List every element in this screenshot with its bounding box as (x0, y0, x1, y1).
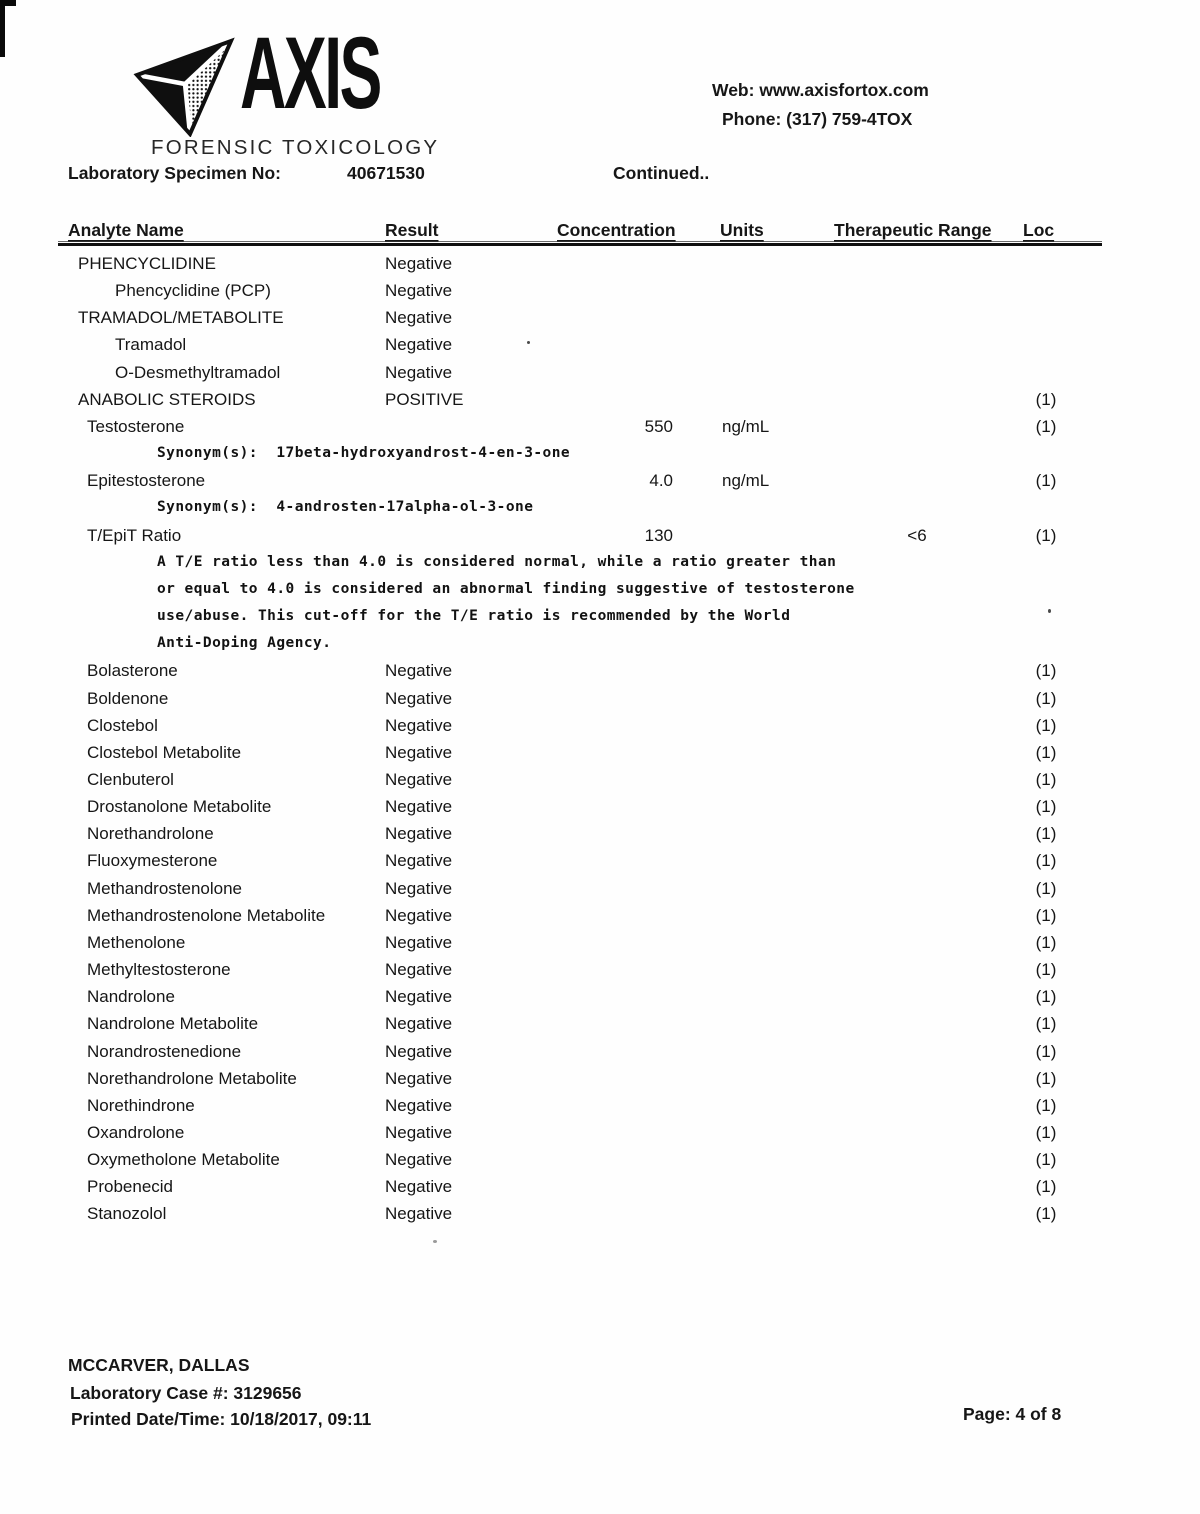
table-row (68, 522, 1108, 549)
analyte-name: Oxymetholone Metabolite (87, 1150, 280, 1170)
analyte-name: Phencyclidine (PCP) (115, 281, 271, 301)
table-row (68, 685, 1108, 712)
column-header-loc: Loc (1023, 220, 1055, 240)
analyte-name: Stanozolol (87, 1204, 167, 1224)
result-value: Negative (385, 1068, 453, 1088)
therapeutic-range-value: <6 (907, 525, 927, 545)
loc-value: (1) (1035, 905, 1057, 925)
specimen-label: Laboratory Specimen No: (68, 163, 281, 183)
table-row (68, 1173, 1108, 1200)
column-header-concentration: Concentration (557, 220, 676, 240)
loc-value: (1) (1035, 688, 1057, 708)
result-value: Negative (385, 715, 453, 735)
analyte-name: PHENCYCLIDINE (78, 254, 216, 273)
synonym-row (68, 494, 1108, 521)
result-value: Negative (385, 742, 453, 762)
analyte-name: Bolasterone (87, 661, 178, 681)
note-row (68, 549, 1108, 576)
analyte-name: Norethandrolone Metabolite (87, 1068, 297, 1088)
synonym-text: Synonym(s): 4-androsten-17alpha-ol-3-one (157, 499, 534, 516)
analyte-name: Epitestosterone (87, 471, 206, 491)
table-row (68, 331, 1108, 358)
synonym-text: Synonym(s): 17beta-hydroxyandrost-4-en-3-one (157, 445, 571, 462)
table-row (68, 820, 1108, 847)
table-row (68, 277, 1108, 304)
result-value: Negative (385, 362, 453, 382)
loc-value: (1) (1035, 1204, 1057, 1224)
result-value: Negative (385, 878, 453, 898)
analyte-name: Methandrostenolone (87, 878, 243, 898)
table-row (68, 847, 1108, 874)
loc-value: (1) (1035, 1068, 1057, 1088)
table-row (68, 956, 1108, 983)
loc-value: (1) (1035, 1014, 1057, 1034)
analyte-name: Norethandrolone (87, 824, 214, 844)
phone-text: Phone: (317) 759-4TOX (722, 109, 913, 129)
result-value: Negative (385, 1014, 453, 1034)
header-rule-thin (58, 241, 1102, 242)
contact-block (712, 76, 929, 134)
result-value: Negative (385, 1123, 453, 1142)
continued-text: Continued.. (613, 163, 710, 183)
analyte-name: Methyltestosterone (87, 960, 231, 980)
analyte-name: Testosterone (87, 416, 185, 436)
analyte-name: ANABOLIC STEROIDS (78, 389, 256, 409)
result-value: Negative (385, 905, 453, 925)
analyte-name: Tramadol (115, 335, 187, 355)
result-value: Negative (385, 824, 453, 844)
loc-value: (1) (1035, 1095, 1057, 1115)
loc-value: (1) (1035, 769, 1057, 789)
patient-name: MCCARVER, DALLAS (68, 1355, 250, 1375)
note-text: or equal to 4.0 is considered an abnormal finding suggestive of testosterone (157, 580, 855, 597)
table-row (68, 1092, 1108, 1119)
note-row (68, 603, 1108, 630)
note-text: A T/E ratio less than 4.0 is considered normal, while a ratio greater than (157, 553, 837, 570)
analyte-name: Probenecid (87, 1177, 174, 1197)
table-row (68, 875, 1108, 902)
analyte-name: Nandrolone Metabolite (87, 1014, 259, 1034)
table-row (68, 1038, 1108, 1065)
table-row (68, 712, 1108, 739)
loc-value: (1) (1035, 471, 1057, 491)
table-row (68, 1146, 1108, 1173)
result-value: Negative (385, 987, 453, 1007)
table-row (68, 657, 1108, 684)
specimen-line (0, 163, 1200, 185)
page-number: Page: 4 of 8 (963, 1404, 1062, 1424)
note-text: use/abuse. This cut-off for the T/E ratio is recommended by the World (157, 608, 791, 625)
brand-tagline: FORENSIC TOXICOLOGY (151, 136, 440, 159)
loc-value: (1) (1035, 742, 1057, 762)
result-value: Negative (385, 335, 453, 355)
table-row (68, 250, 1108, 277)
table-row (68, 467, 1108, 494)
result-value: Negative (385, 769, 453, 789)
loc-value: (1) (1035, 416, 1057, 436)
table-row (68, 739, 1108, 766)
table-row (68, 983, 1108, 1010)
analyte-name: Norandrostenedione (87, 1041, 242, 1061)
table-row (68, 1065, 1108, 1092)
axis-triangle-logo-icon (133, 33, 239, 137)
loc-value: (1) (1035, 797, 1057, 817)
analyte-name: T/EpiT Ratio (87, 525, 182, 545)
loc-value: (1) (1035, 1150, 1057, 1170)
loc-value: (1) (1035, 960, 1057, 980)
specimen-number: 40671530 (347, 163, 425, 183)
analyte-name: Methandrostenolone Metabolite (87, 905, 326, 925)
table-row (68, 413, 1108, 440)
concentration-value: 130 (644, 525, 673, 545)
scan-artifact (0, 0, 5, 57)
loc-value: (1) (1035, 932, 1057, 952)
result-value: Negative (385, 1150, 453, 1170)
analyte-name: Fluoxymesterone (87, 851, 218, 871)
synonym-row (68, 440, 1108, 467)
units-value: ng/mL (722, 416, 770, 436)
analyte-name: TRAMADOL/METABOLITE (78, 308, 284, 328)
column-header-therapeutic-range: Therapeutic Range (834, 220, 992, 240)
result-value: Negative (385, 932, 453, 952)
result-value: Negative (385, 851, 453, 871)
result-value: Negative (385, 960, 453, 980)
loc-value: (1) (1035, 1123, 1057, 1142)
table-row (68, 1200, 1108, 1227)
loc-value: (1) (1035, 1177, 1057, 1197)
result-value: Negative (385, 308, 453, 328)
table-row (68, 929, 1108, 956)
result-value: Negative (385, 797, 453, 817)
table-row (68, 386, 1108, 413)
loc-value: (1) (1035, 878, 1057, 898)
table-row (68, 902, 1108, 929)
analyte-name: Oxandrolone (87, 1123, 185, 1142)
analyte-name: Norethindrone (87, 1095, 195, 1115)
column-header-units: Units (720, 220, 764, 240)
analyte-name: Drostanolone Metabolite (87, 797, 272, 817)
table-header (0, 220, 1200, 242)
loc-value: (1) (1035, 525, 1057, 545)
analyte-name: Clostebol Metabolite (87, 742, 242, 762)
analyte-name: Boldenone (87, 688, 169, 708)
result-value: Negative (385, 1041, 453, 1061)
result-value: Negative (385, 1204, 453, 1224)
loc-value: (1) (1035, 851, 1057, 871)
analyte-name: O-Desmethyltramadol (115, 362, 281, 382)
loc-value: (1) (1035, 1041, 1057, 1061)
table-row (68, 1010, 1108, 1037)
results-table-body (68, 250, 1108, 1228)
table-row (68, 766, 1108, 793)
analyte-name: Clostebol (87, 715, 158, 735)
result-value: Negative (385, 1095, 453, 1115)
units-value: ng/mL (722, 471, 770, 491)
result-value: Negative (385, 688, 453, 708)
note-text: Anti-Doping Agency. (157, 635, 332, 652)
website-text: Web: www.axisfortox.com (712, 80, 929, 100)
analyte-name: Methenolone (87, 932, 186, 952)
table-row (68, 793, 1108, 820)
loc-value: (1) (1035, 715, 1057, 735)
loc-value: (1) (1035, 824, 1057, 844)
loc-value: (1) (1035, 389, 1057, 409)
note-row (68, 630, 1108, 657)
result-value: Negative (385, 254, 453, 273)
scan-artifact (433, 1240, 437, 1243)
analyte-name: Clenbuterol (87, 769, 174, 789)
analyte-name: Nandrolone (87, 987, 175, 1007)
result-value: POSITIVE (385, 389, 464, 409)
column-header-analyte: Analyte Name (68, 220, 184, 240)
table-row (68, 359, 1108, 386)
table-row (68, 304, 1108, 331)
note-row (68, 576, 1108, 603)
loc-value: (1) (1035, 987, 1057, 1007)
brand-wordmark: AXIS (240, 16, 380, 130)
result-value: Negative (385, 281, 453, 301)
result-value: Negative (385, 1177, 453, 1197)
column-header-result: Result (385, 220, 439, 240)
concentration-value: 550 (644, 416, 673, 436)
scan-artifact (0, 0, 16, 6)
case-number: Laboratory Case #: 3129656 (70, 1383, 302, 1403)
table-row (68, 1119, 1108, 1146)
header-rule (58, 243, 1102, 246)
printed-datetime: Printed Date/Time: 10/18/2017, 09:11 (71, 1409, 372, 1429)
concentration-value: 4.0 (649, 471, 673, 491)
loc-value: (1) (1035, 661, 1057, 681)
result-value: Negative (385, 661, 453, 681)
